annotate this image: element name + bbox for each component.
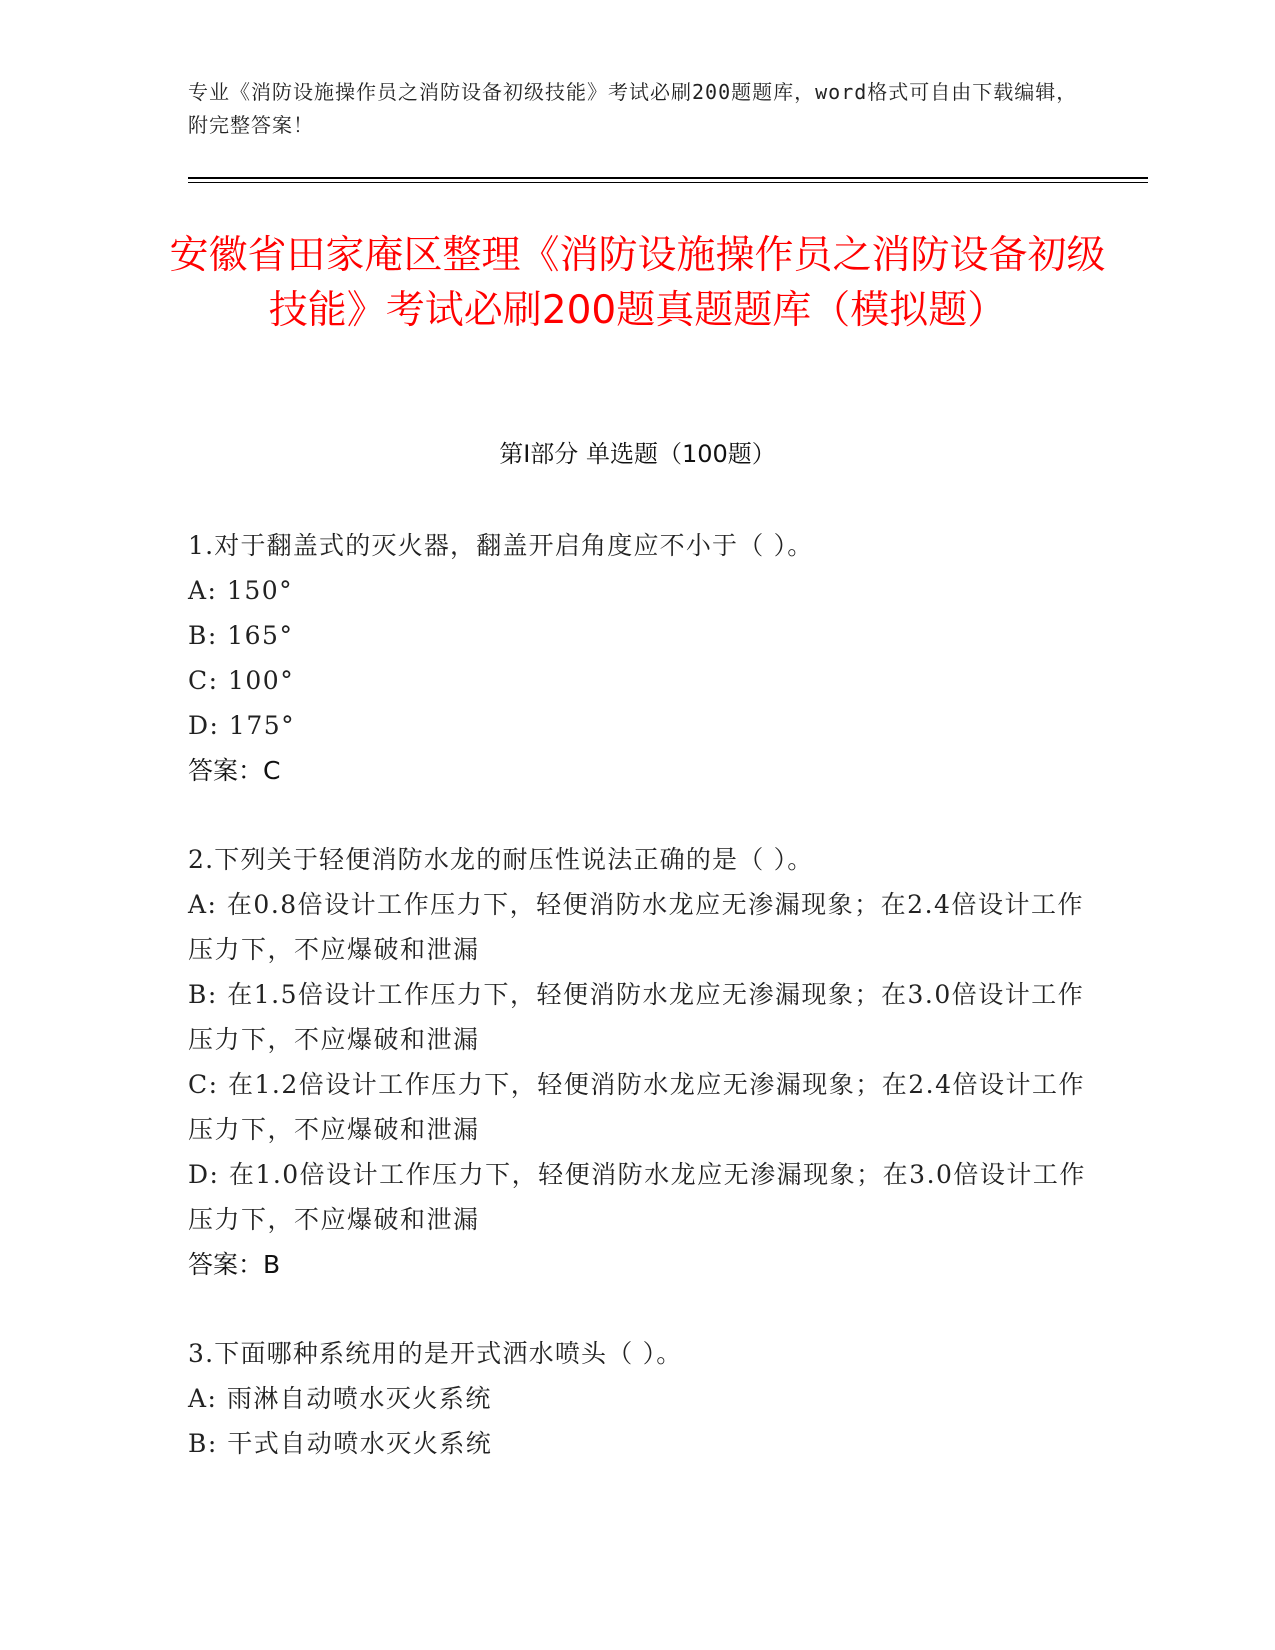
option-c: C: 在1.2倍设计工作压力下，轻便消防水龙应无渗漏现象；在2.4倍设计工作压力下，不应爆破和泄漏	[188, 1070, 1086, 1144]
question-list	[188, 523, 1088, 1510]
question-stem: 2.下列关于轻便消防水龙的耐压性说法正确的是（ ）。	[188, 845, 814, 874]
question-answer: 答案：B	[188, 1250, 281, 1279]
section-title: 第I部分 单选题（100题）	[499, 440, 776, 468]
option-a: A: 雨淋自动喷水灭火系统	[188, 1384, 492, 1413]
question-1	[188, 523, 1088, 793]
intro-text: 专业《消防设施操作员之消防设备初级技能》考试必刷200题题库，word格式可自由下载编辑，附完整答案！	[188, 80, 1078, 137]
question-2	[188, 837, 1088, 1287]
option-d: D: 在1.0倍设计工作压力下，轻便消防水龙应无渗漏现象；在3.0倍设计工作压力下，不应爆破和泄漏	[188, 1160, 1086, 1234]
option-b: B: 在1.5倍设计工作压力下，轻便消防水龙应无渗漏现象；在3.0倍设计工作压力下，不应爆破和泄漏	[188, 980, 1085, 1054]
option-b: B: 165°	[188, 621, 294, 650]
header-rule-thick	[188, 177, 1148, 179]
option-a: A: 150°	[188, 576, 294, 605]
option-a: A: 在0.8倍设计工作压力下，轻便消防水龙应无渗漏现象；在2.4倍设计工作压力下，不应爆破和泄漏	[188, 890, 1084, 964]
question-stem: 1.对于翻盖式的灭火器，翻盖开启角度应不小于（ ）。	[188, 531, 814, 560]
question-stem: 3.下面哪种系统用的是开式洒水喷头（ ）。	[188, 1339, 683, 1368]
option-c: C: 100°	[188, 666, 295, 695]
option-d: D: 175°	[188, 711, 296, 740]
question-3	[188, 1331, 1088, 1466]
question-answer: 答案：C	[188, 756, 281, 785]
header-rule-thin	[188, 182, 1148, 183]
option-b: B: 干式自动喷水灭火系统	[188, 1429, 493, 1458]
document-title: 安徽省田家庵区整理《消防设施操作员之消防设备初级技能》考试必刷200题真题题库（模拟题）	[169, 233, 1106, 333]
